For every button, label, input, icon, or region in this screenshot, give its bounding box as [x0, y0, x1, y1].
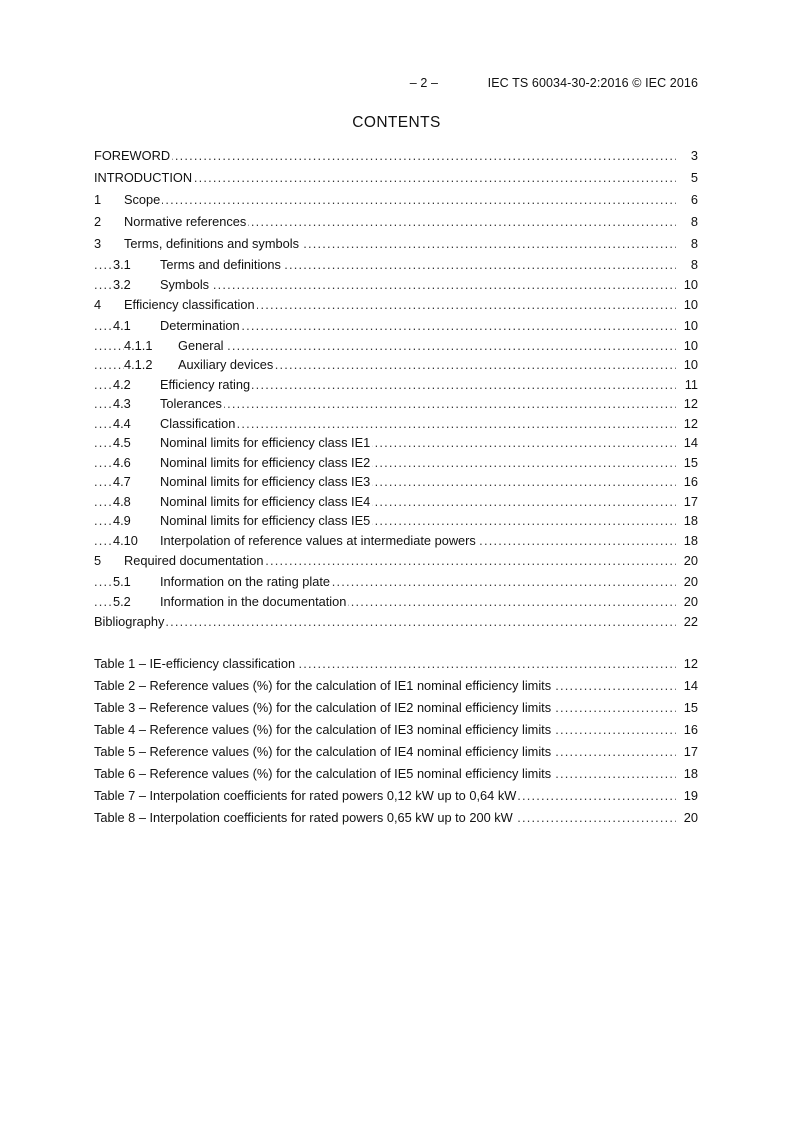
table-list-label: Table 2 – Reference values (%) for the calculation of IE1 nominal efficiency limits: [94, 678, 552, 693]
toc-page: 20: [682, 592, 698, 612]
table-list-label: Table 6 – Reference values (%) for the calculation of IE5 nominal efficiency limits: [94, 766, 552, 781]
toc-number: 3.2: [113, 276, 131, 292]
toc-label: Bibliography: [94, 614, 165, 629]
table-list-page: 18: [682, 763, 698, 785]
toc-number: 4.6: [113, 454, 131, 470]
toc-entry-ie5-limits[interactable]: [94, 511, 698, 531]
table-list-entry[interactable]: [94, 763, 698, 785]
table-list-entry[interactable]: [94, 741, 698, 763]
toc-page: 8: [689, 255, 698, 275]
toc-entry-normative-references[interactable]: [94, 211, 698, 233]
page-header: [410, 76, 698, 90]
toc-entry-tolerances[interactable]: [94, 394, 698, 414]
toc-page: 14: [682, 433, 698, 453]
toc-number: 4.4: [113, 415, 131, 431]
toc-label: Terms, definitions and symbols: [124, 236, 299, 251]
dot-leader: [94, 611, 676, 633]
toc-label: Efficiency rating: [160, 376, 251, 392]
toc-entry-scope[interactable]: [94, 189, 698, 211]
toc-label: Required documentation: [124, 553, 264, 568]
toc-page: 8: [689, 211, 698, 233]
toc-page: 20: [682, 572, 698, 592]
table-list-page: 14: [682, 675, 698, 697]
table-list-entry[interactable]: [94, 719, 698, 741]
dot-leader: [94, 189, 676, 211]
toc-number: 4.10: [113, 532, 138, 548]
toc-page: 20: [682, 550, 698, 572]
toc-page: 6: [689, 189, 698, 211]
toc-number: 1: [94, 192, 102, 207]
table-list-page: 15: [682, 697, 698, 719]
toc-page: 22: [682, 611, 698, 633]
toc-page: 12: [682, 414, 698, 434]
toc-entry-documentation-info[interactable]: [94, 592, 698, 612]
toc-label: Efficiency classification: [124, 297, 255, 312]
toc-page: 10: [682, 336, 698, 356]
table-list-entry[interactable]: [94, 785, 698, 807]
toc-page: 3: [689, 145, 698, 167]
toc-entry-foreword[interactable]: [94, 145, 698, 167]
toc-label: Interpolation of reference values at intermediate powers: [160, 532, 476, 548]
toc-label: Classification: [160, 415, 236, 431]
toc-entry-introduction[interactable]: [94, 167, 698, 189]
toc-label: General: [178, 337, 224, 353]
toc-entry-determination[interactable]: [94, 316, 698, 336]
table-list-entry[interactable]: [94, 653, 698, 675]
table-list-label: Table 7 – Interpolation coefficients for rated powers 0,12 kW up to 0,64 kW: [94, 788, 517, 803]
table-of-contents: [94, 145, 698, 829]
toc-page: 10: [682, 355, 698, 375]
toc-number: 4.2: [113, 376, 131, 392]
toc-page: 16: [682, 472, 698, 492]
toc-entry-bibliography[interactable]: [94, 611, 698, 633]
toc-page: 10: [682, 294, 698, 316]
toc-number: 4.7: [113, 474, 131, 489]
page-title: CONTENTS: [352, 114, 441, 131]
toc-page: 10: [682, 275, 698, 295]
toc-label: Nominal limits for efficiency class IE4: [160, 493, 371, 509]
toc-page: 10: [682, 316, 698, 336]
toc-entry-classification[interactable]: [94, 414, 698, 434]
toc-label: Symbols: [160, 276, 210, 292]
toc-label: Information in the documentation: [160, 593, 347, 609]
table-list-page: 17: [682, 741, 698, 763]
toc-label: Auxiliary devices: [178, 357, 274, 372]
toc-entry-general[interactable]: [94, 336, 698, 356]
toc-page: 18: [682, 531, 698, 551]
toc-label: Normative references: [124, 214, 247, 229]
toc-entry-auxiliary-devices[interactable]: [94, 355, 698, 375]
toc-page: 15: [682, 453, 698, 473]
table-list-label: Table 4 – Reference values (%) for the calculation of IE3 nominal efficiency limits: [94, 722, 552, 737]
toc-page: 17: [682, 492, 698, 512]
section-gap: [94, 633, 698, 653]
toc-number: 2: [94, 214, 102, 229]
table-list-label: Table 3 – Reference values (%) for the calculation of IE2 nominal efficiency limits: [94, 700, 552, 715]
toc-page: 5: [689, 167, 698, 189]
toc-number: 4.1.1: [124, 337, 153, 353]
toc-number: 3.1: [113, 257, 131, 272]
toc-number: 4.5: [113, 435, 131, 450]
toc-number: 4.3: [113, 396, 131, 411]
toc-label: FOREWORD: [94, 148, 171, 163]
toc-number: 4.1: [113, 318, 131, 333]
toc-entry-interpolation[interactable]: [94, 531, 698, 551]
table-list-label: Table 5 – Reference values (%) for the calculation of IE4 nominal efficiency limits: [94, 744, 552, 759]
toc-label: Tolerances: [160, 396, 222, 411]
toc-number: 3: [94, 236, 102, 251]
table-list-page: 19: [682, 785, 698, 807]
toc-number: 4.9: [113, 513, 131, 528]
toc-label: Nominal limits for efficiency class IE5: [160, 513, 371, 528]
table-list-entry[interactable]: [94, 675, 698, 697]
toc-number: 5.1: [113, 574, 131, 589]
toc-label: Scope: [124, 192, 161, 207]
toc-entry-required-documentation[interactable]: [94, 550, 698, 572]
table-list-label: Table 8 – Interpolation coefficients for rated powers 0,65 kW up to 200 kW: [94, 810, 513, 825]
toc-label: Nominal limits for efficiency class IE2: [160, 454, 371, 470]
toc-entry-ie1-limits[interactable]: [94, 433, 698, 453]
table-list-page: 12: [682, 653, 698, 675]
table-list-page: 20: [682, 807, 698, 829]
table-list-entry[interactable]: [94, 697, 698, 719]
dot-leader: [94, 145, 676, 167]
toc-page: 12: [682, 394, 698, 414]
toc-label: Determination: [160, 318, 240, 333]
toc-label: Information on the rating plate: [160, 574, 331, 589]
toc-label: Nominal limits for efficiency class IE1: [160, 435, 371, 450]
toc-label: Terms and definitions: [160, 257, 281, 272]
toc-entry-ie4-limits[interactable]: [94, 492, 698, 512]
toc-entry-rating-plate[interactable]: [94, 572, 698, 592]
document-id: IEC TS 60034-30-2:2016 © IEC 2016: [487, 76, 698, 90]
table-list-label: Table 1 – IE-efficiency classification: [94, 656, 296, 671]
toc-entry-efficiency-rating[interactable]: [94, 375, 698, 395]
toc-number: 4.1.2: [124, 357, 153, 372]
toc-entry-ie3-limits[interactable]: [94, 472, 698, 492]
toc-entry-ie2-limits[interactable]: [94, 453, 698, 473]
toc-number: 4.8: [113, 493, 131, 509]
toc-number: 5.2: [113, 593, 131, 609]
toc-label: Nominal limits for efficiency class IE3: [160, 474, 371, 489]
toc-entry-terms[interactable]: [94, 233, 698, 255]
toc-entry-symbols[interactable]: [94, 275, 698, 295]
toc-entry-efficiency-classification[interactable]: [94, 294, 698, 316]
toc-page: 18: [682, 511, 698, 531]
page-number: – 2 –: [409, 76, 439, 90]
table-list-page: 16: [682, 719, 698, 741]
table-list-entry[interactable]: [94, 807, 698, 829]
toc-page: 8: [689, 233, 698, 255]
toc-page: 11: [683, 375, 698, 395]
toc-number: 4: [94, 297, 102, 312]
toc-entry-terms-and-definitions[interactable]: [94, 255, 698, 275]
toc-number: 5: [94, 553, 102, 568]
toc-label: INTRODUCTION: [94, 170, 193, 185]
